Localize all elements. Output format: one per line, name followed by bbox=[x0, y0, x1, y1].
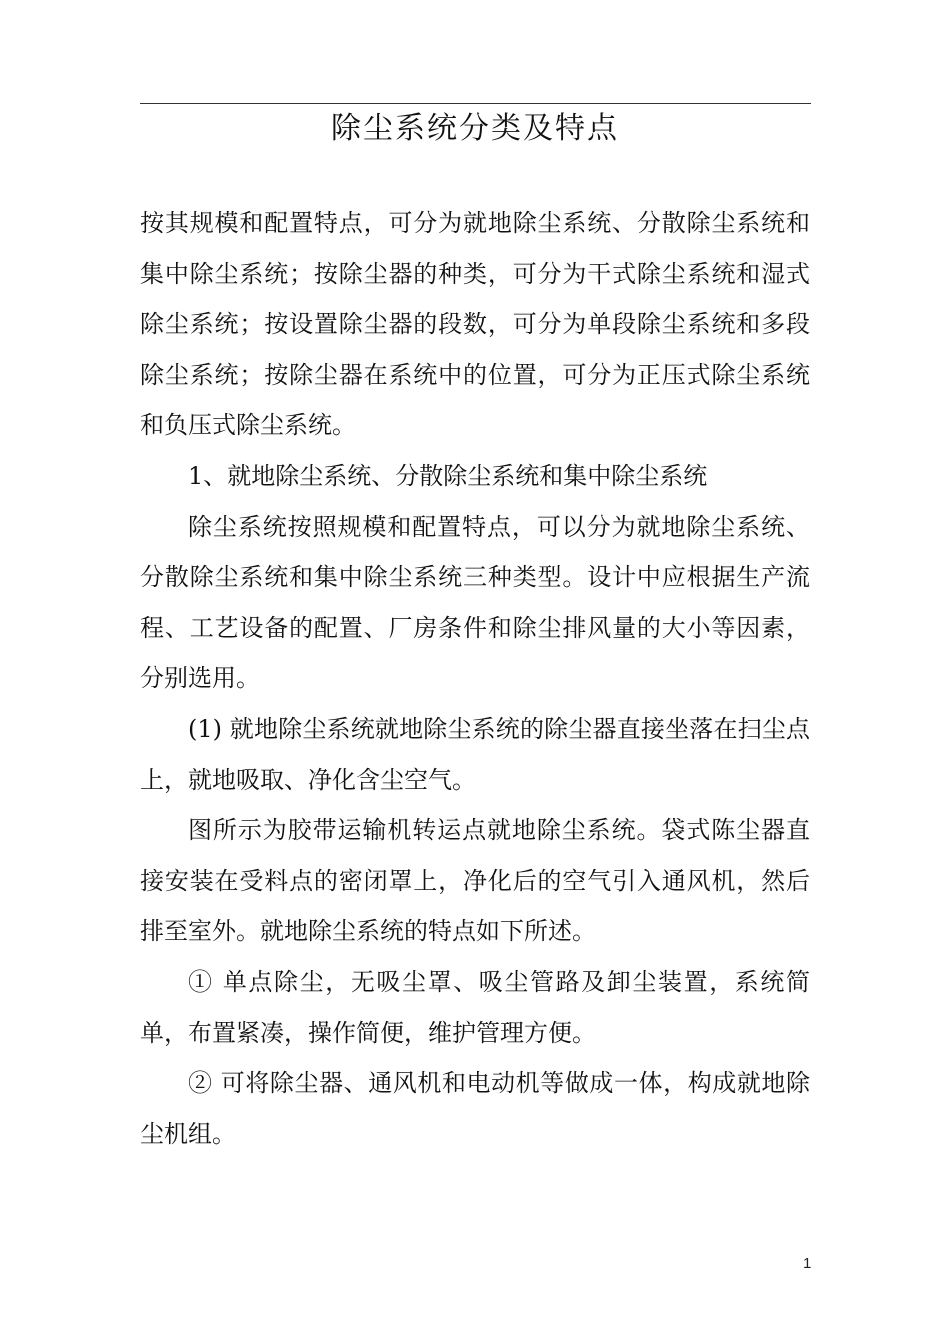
page-number: 1 bbox=[803, 1255, 812, 1272]
document-title: 除尘系统分类及特点 bbox=[331, 111, 619, 146]
section-heading-1: 1、就地除尘系统、分散除尘系统和集中除尘系统 bbox=[188, 461, 708, 490]
paragraph-local-system: (1) 就地除尘系统就地除尘系统的除尘器直接坐落在扫尘点上，就地吸取、净化含尘空气。 bbox=[140, 714, 810, 794]
list-item-1: ① 单点除尘，无吸尘罩、吸尘管路及卸尘装置，系统简单，布置紧凑，操作简便，维护管理方便。 bbox=[140, 967, 810, 1047]
document-body bbox=[140, 198, 810, 1159]
paragraph-figure-description: 图所示为胶带运输机转运点就地除尘系统。袋式陈尘器直接安装在受料点的密闭罩上，净化后的空气引入通风机，然后排至室外。就地除尘系统的特点如下所述。 bbox=[140, 816, 810, 946]
list-item-2: ② 可将除尘器、通风机和电动机等做成一体，构成就地除尘机组。 bbox=[140, 1069, 810, 1148]
header-rule bbox=[140, 103, 811, 104]
paragraph-classification: 除尘系统按照规模和配置特点，可以分为就地除尘系统、分散除尘系统和集中除尘系统三种类型。设计中应根据生产流程、工艺设备的配置、厂房条件和除尘排风量的大小等因素，分别选用。 bbox=[140, 512, 810, 693]
paragraph-intro: 按其规模和配置特点，可分为就地除尘系统、分散除尘系统和集中除尘系统；按除尘器的种类，可分为干式除尘系统和湿式除尘系统；按设置除尘器的段数，可分为单段除尘系统和多段除尘系统；按除尘器在系统中的位置，可分为正压式除尘系统和负压式除尘系统。 bbox=[140, 209, 810, 440]
